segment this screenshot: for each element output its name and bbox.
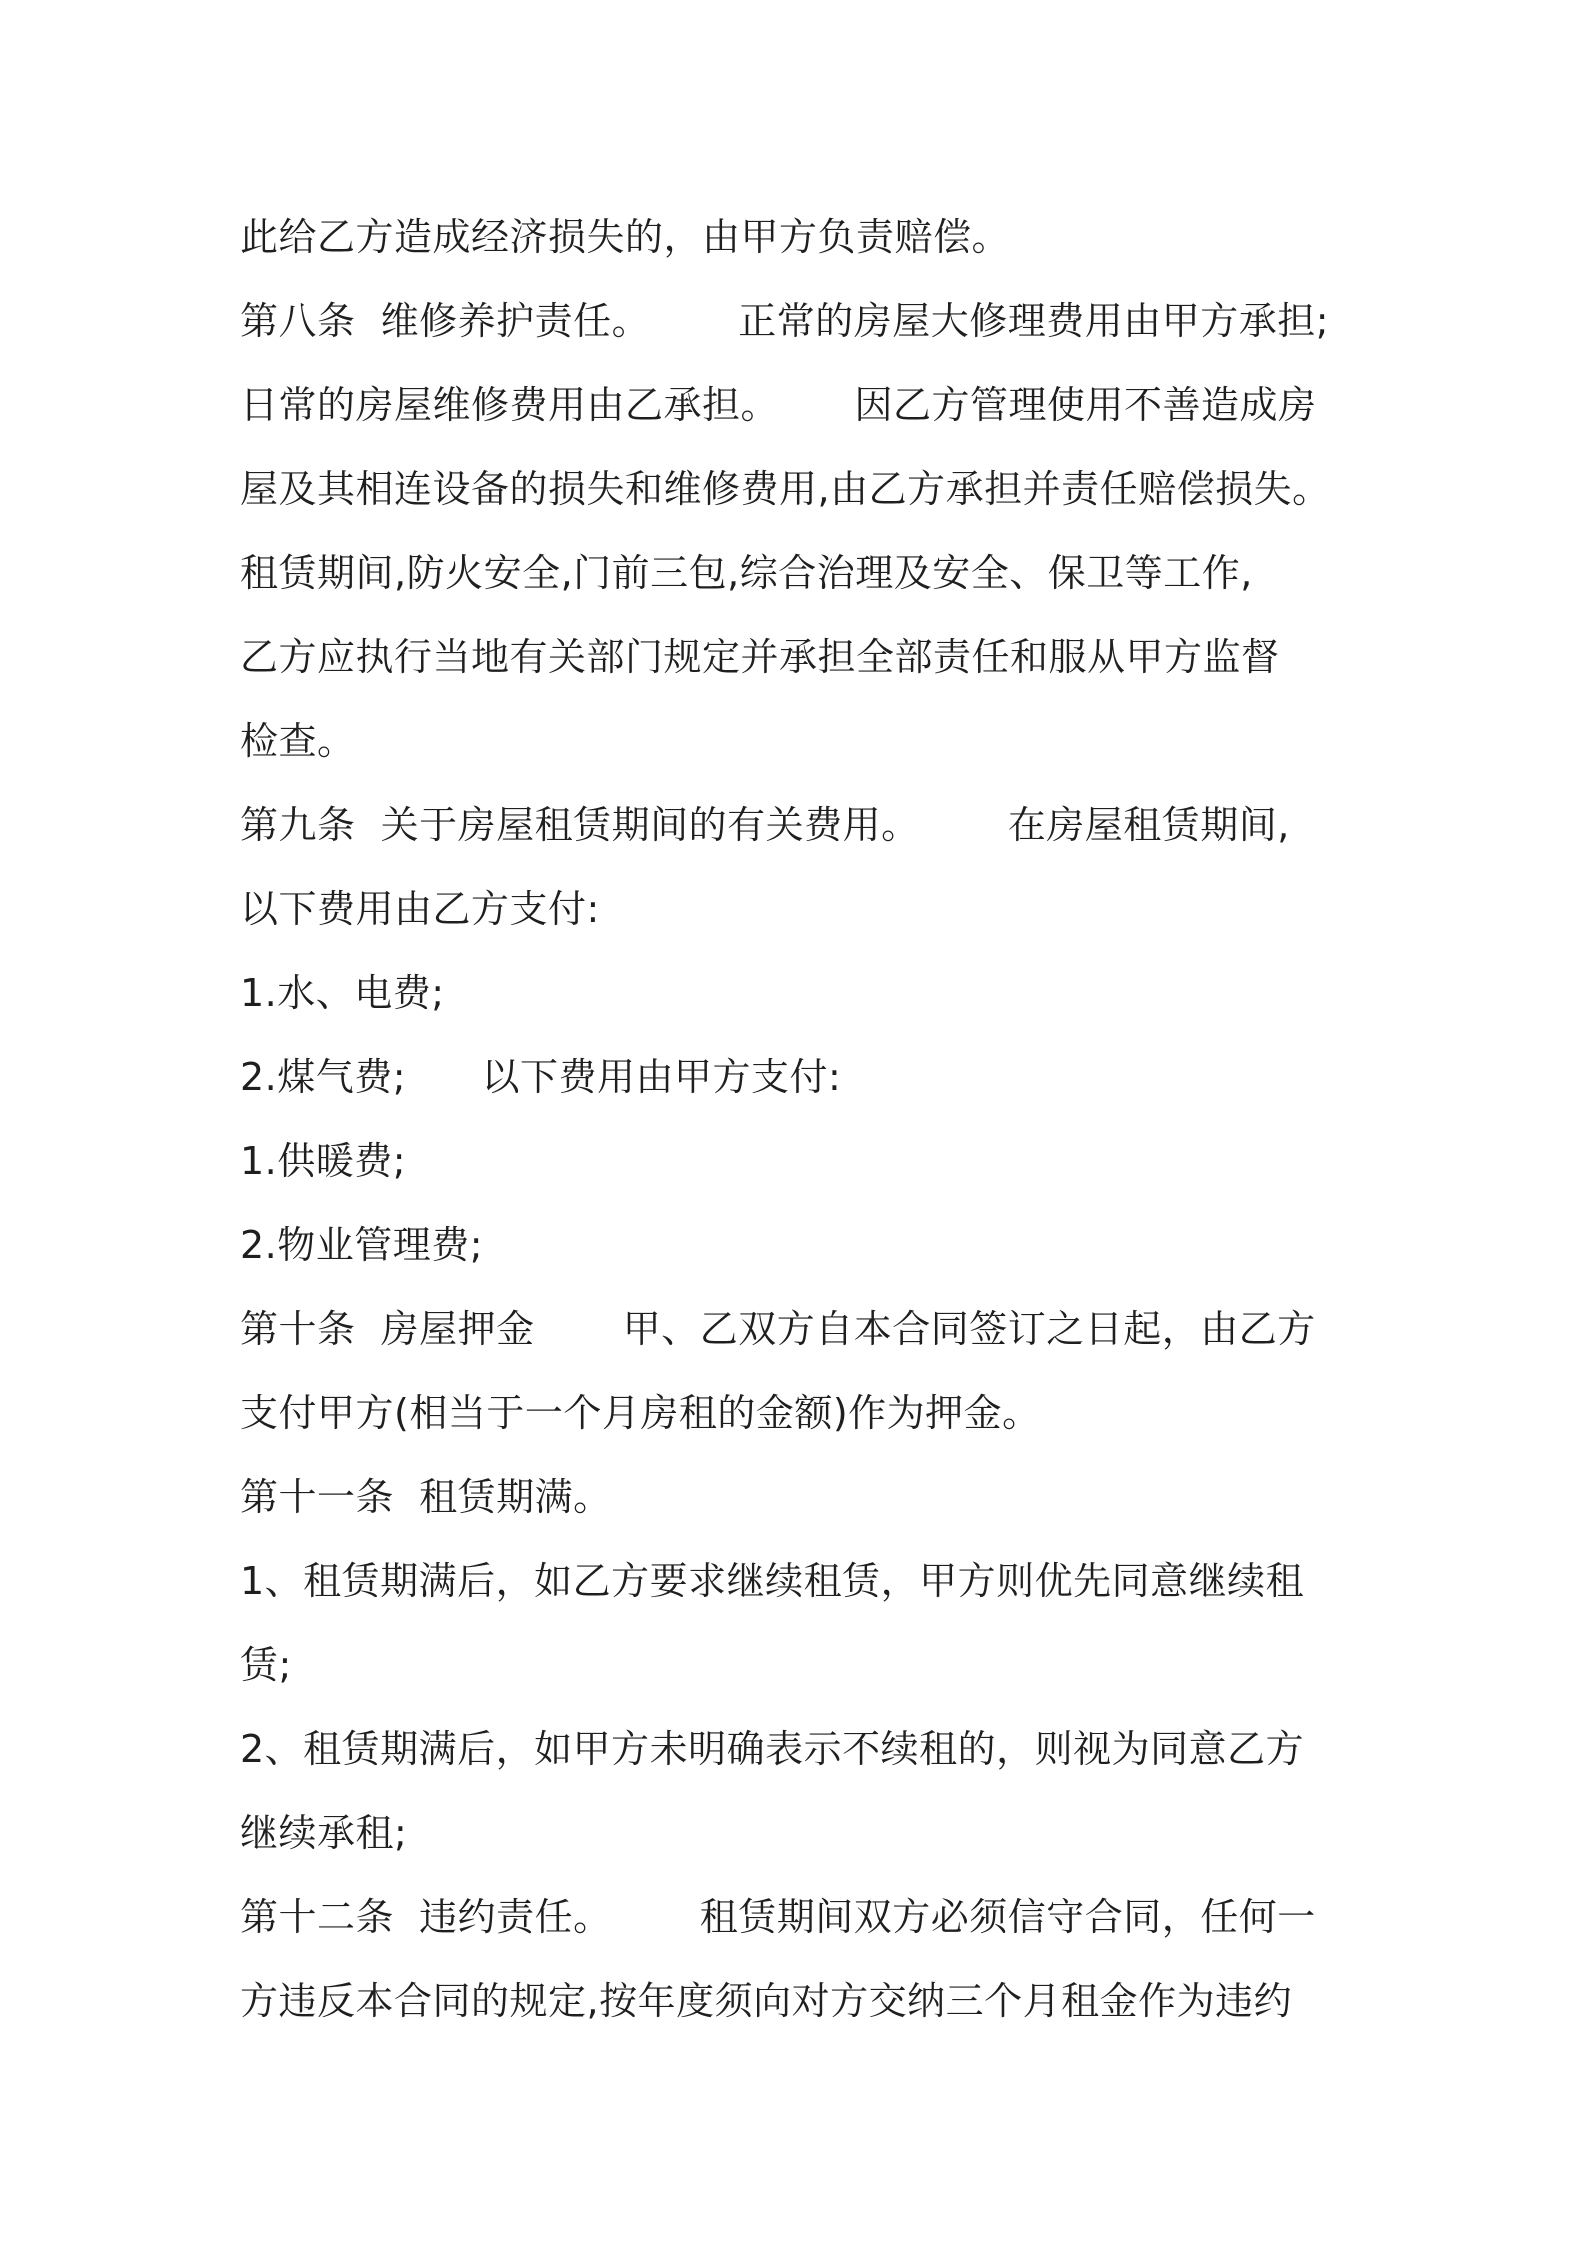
text-line: 租赁期间,防火安全,门前三包,综合治理及安全、保卫等工作, — [240, 551, 1253, 595]
text-line: 屋及其相连设备的损失和维修费用,由乙方承担并责任赔偿损失。 — [240, 467, 1331, 511]
text-line: 2、租赁期满后，如甲方未明确表示不续租的，则视为同意乙方 — [240, 1727, 1305, 1771]
text-line: 第十条 房屋押金 甲、乙双方自本合同签订之日起，由乙方 — [240, 1307, 1316, 1351]
text-line: 支付甲方(相当于一个月房租的金额)作为押金。 — [240, 1391, 1041, 1435]
text-line: 乙方应执行当地有关部门规定并承担全部责任和服从甲方监督 — [240, 635, 1280, 679]
text-line: 以下费用由乙方支付: — [240, 887, 600, 931]
text-line: 1.供暖费; — [240, 1139, 407, 1183]
text-line: 继续承租; — [240, 1811, 408, 1855]
text-line: 2.物业管理费; — [240, 1223, 484, 1267]
text-line: 日常的房屋维修费用由乙承担。 因乙方管理使用不善造成房 — [240, 383, 1317, 427]
text-line: 方违反本合同的规定,按年度须向对方交纳三个月租金作为违约 — [240, 1979, 1293, 2023]
document-body — [240, 195, 1360, 2043]
text-line: 第十二条 违约责任。 租赁期间双方必须信守合同，任何一 — [240, 1895, 1316, 1939]
text-line: 检查。 — [240, 719, 356, 763]
text-line: 此给乙方造成经济损失的，由甲方负责赔偿。 — [240, 215, 1011, 259]
text-line: 第八条 维修养护责任。 正常的房屋大修理费用由甲方承担; — [240, 299, 1330, 343]
text-line: 赁; — [240, 1643, 292, 1687]
text-line: 2.煤气费; 以下费用由甲方支付: — [240, 1055, 842, 1099]
text-line: 第九条 关于房屋租赁期间的有关费用。 在房屋租赁期间, — [240, 803, 1290, 847]
text-line: 第十一条 租赁期满。 — [240, 1475, 612, 1519]
text-line: 1.水、电费; — [240, 971, 445, 1015]
text-line: 1、租赁期满后，如乙方要求继续租赁，甲方则优先同意继续租 — [240, 1559, 1305, 1603]
